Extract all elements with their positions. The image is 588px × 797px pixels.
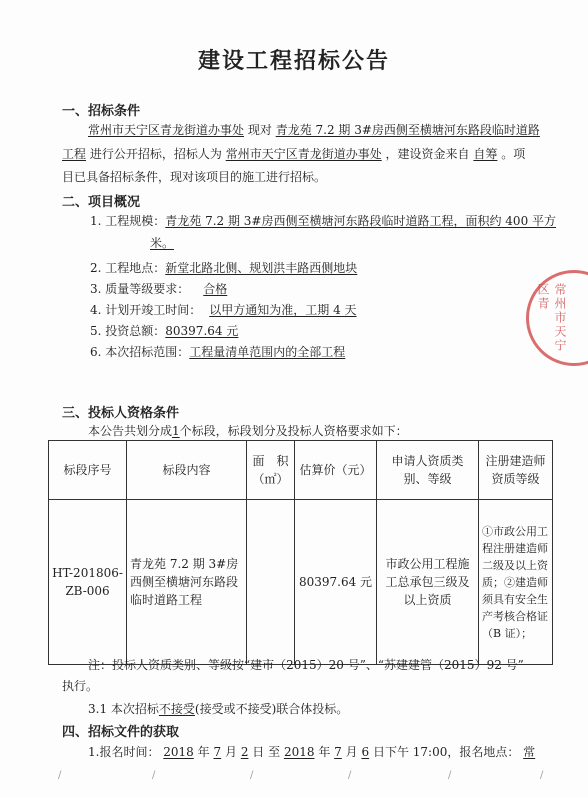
col-lot-content: 标段内容 (127, 441, 247, 500)
cell-constructor-level: ①市政公用工程注册建造师二级及以上资质；②建造师须具有安全生产考核合格证（B 证）； (479, 500, 553, 665)
section-1-line-1: 常州市天宁区青龙街道办事处 现对 青龙苑 7.2 期 3#房西侧至横塘河东路段临时道路 (88, 123, 540, 137)
col-constructor-level: 注册建造师资质等级 (479, 441, 553, 500)
cell-area (247, 500, 295, 665)
overview-item-1: 1. 工程规模：青龙苑 7.2 期 3#房西侧至横塘河东路段临时道路工程，面积约 400 平方 (90, 214, 557, 228)
col-est-price: 估算价（元） (295, 441, 377, 500)
cell-lot-no: HT-201806-ZB-006 (49, 500, 127, 665)
joint-bid-line: 3.1 本次招标不接受(接受或不接受)联合体投标。 (88, 702, 349, 716)
table-row (49, 500, 553, 665)
fund-source: 自筹 (473, 147, 498, 161)
document-title: 建设工程招标公告 (197, 48, 390, 74)
lot-table (48, 440, 553, 665)
section-1-line-2: 工程 进行公开招标，招标人为 常州市天宁区青龙街道办事处 ，建设资金来自 自筹 。项 (62, 147, 526, 161)
section-4-heading: 四、招标文件的获取 (62, 725, 180, 740)
overview-item-5: 5. 投资总额：80397.64 元 (90, 324, 239, 338)
official-seal (526, 270, 588, 366)
cell-qualification: 市政公用工程施工总承包三级及以上资质 (377, 500, 479, 665)
note-line-1: 注：投标人资质类别、等级按“建市（2015）20 号”、“苏建建管（2015）92 号” (88, 658, 524, 672)
col-qualification: 申请人资质类别、等级 (377, 441, 479, 500)
section-3-heading: 三、投标人资格条件 (62, 406, 180, 421)
overview-item-6: 6. 本次招标范围：工程量清单范围内的全部工程 (90, 345, 346, 359)
col-lot-no: 标段序号 (49, 441, 127, 500)
col-area: 面 积（㎡） (247, 441, 295, 500)
overview-item-3: 3. 质量等级要求： 合格 (90, 282, 228, 296)
cell-lot-content: 青龙苑 7.2 期 3#房西侧至横塘河东路段临时道路工程 (127, 500, 247, 665)
cell-est-price: 80397.64 元 (295, 500, 377, 665)
seal-text: 常州市天宁区青 (536, 283, 567, 353)
section-1-heading: 一、招标条件 (62, 104, 141, 119)
tenderer-name: 常州市天宁区青龙街道办事处 (88, 123, 245, 137)
section-2-heading: 二、项目概况 (62, 195, 141, 210)
lot-intro: 本公告共划分成1个标段，标段划分及投标人资格要求如下： (88, 424, 408, 438)
registration-time-line: 1.报名时间： 2018 年 7 月 2 日 至 2018 年 7 月 6 日下午 17:00，报名地点： 常 (88, 745, 536, 759)
overview-item-2: 2. 工程地点：新堂北路北侧、规划洪丰路西侧地块 (90, 261, 358, 275)
project-name: 青龙苑 7.2 期 3#房西侧至横塘河东路段临时道路 (275, 123, 540, 137)
overview-item-1-cont: 米。 (150, 236, 175, 250)
section-1-line-3: 目已具备招标条件，现对该项目的施工进行招标。 (62, 170, 327, 184)
overview-item-4: 4. 计划开竣工时间： 以甲方通知为准，工期 4 天 (90, 303, 357, 317)
note-line-2: 执行。 (62, 679, 99, 693)
